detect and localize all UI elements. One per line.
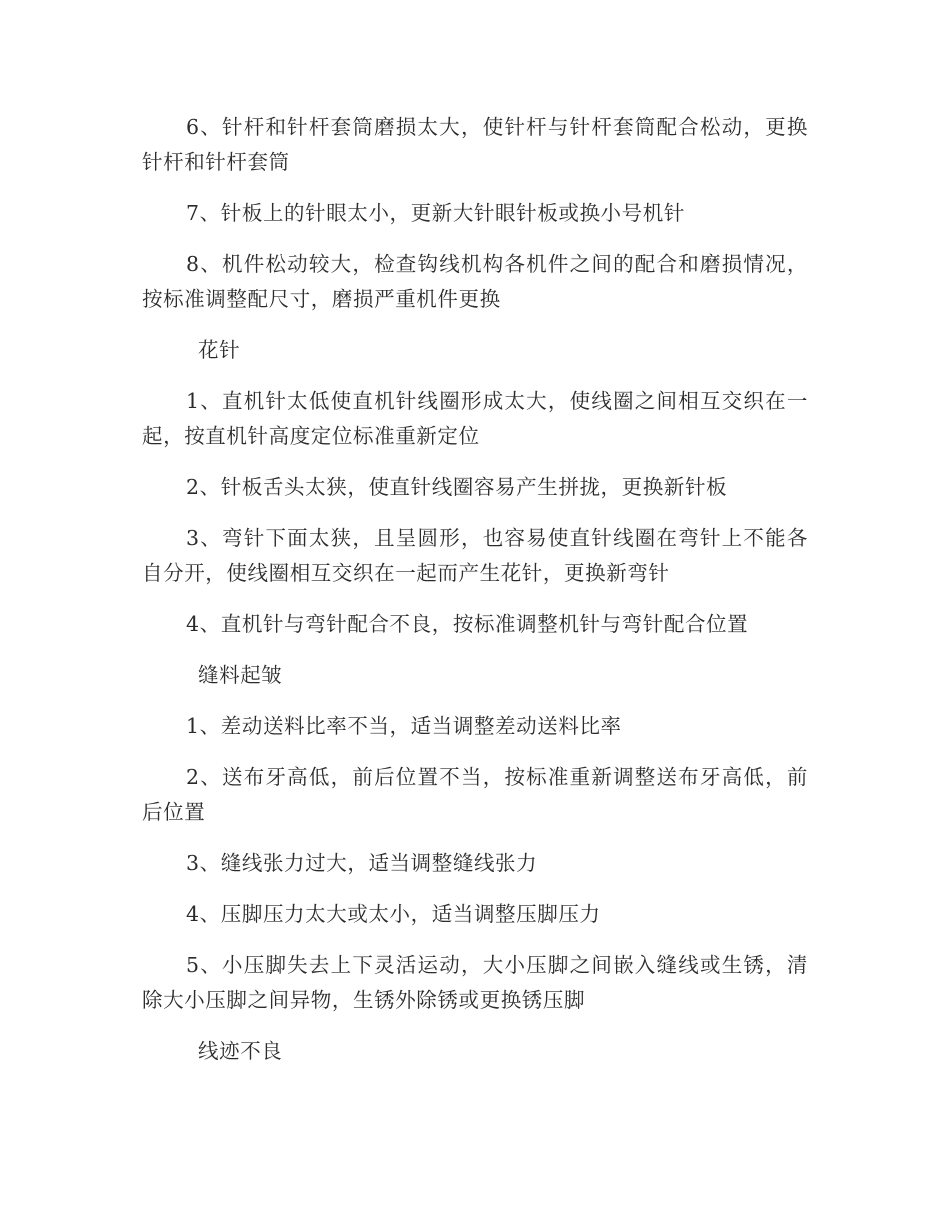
paragraph-needle-plate-tongue: 2、针板舌头太狭，使直针线圈容易产生拼拢，更换新针板 bbox=[186, 475, 728, 499]
paragraph-parts-loose: 8、机件松动较大，检查钩线机构各机件之间的配合和磨损情况，按标准调整配尺寸，磨损严重机件更换 bbox=[142, 252, 808, 311]
paragraph-looper-narrow: 3、弯针下面太狭，且呈圆形，也容易使直针线圈在弯针上不能各自分开，使线圈相互交织在一起而产生花针，更换新弯针 bbox=[142, 526, 808, 585]
section-heading-skipped-stitch: 花针 bbox=[198, 338, 241, 362]
paragraph-presser-pressure: 4、压脚压力太大或太小，适当调整压脚压力 bbox=[186, 902, 601, 926]
paragraph-thread-tension: 3、缝线张力过大，适当调整缝线张力 bbox=[186, 851, 538, 875]
section-heading-fabric-puckering: 缝料起皱 bbox=[198, 663, 283, 687]
paragraph-needle-looper-fit: 4、直机针与弯针配合不良，按标准调整机针与弯针配合位置 bbox=[186, 612, 749, 636]
paragraph-needle-bar-wear: 6、针杆和针杆套筒磨损太大，使针杆与针杆套筒配合松动，更换针杆和针杆套筒 bbox=[142, 115, 808, 174]
paragraph-differential-feed: 1、差动送料比率不当，适当调整差动送料比率 bbox=[186, 714, 622, 738]
paragraph-needle-too-low: 1、直机针太低使直机针线圈形成太大，使线圈之间相互交织在一起，按直机针高度定位标准重新定位 bbox=[142, 389, 808, 448]
paragraph-small-presser-foot: 5、小压脚失去上下灵活运动，大小压脚之间嵌入缝线或生锈，清除大小压脚之间异物，生锈外除锈或更换锈压脚 bbox=[142, 953, 808, 1012]
section-heading-poor-stitch: 线迹不良 bbox=[198, 1039, 283, 1063]
paragraph-needle-hole-small: 7、针板上的针眼太小，更新大针眼针板或换小号机针 bbox=[186, 201, 685, 225]
paragraph-feed-dog-position: 2、送布牙高低，前后位置不当，按标准重新调整送布牙高低，前后位置 bbox=[142, 765, 808, 824]
document-body bbox=[142, 110, 808, 1085]
